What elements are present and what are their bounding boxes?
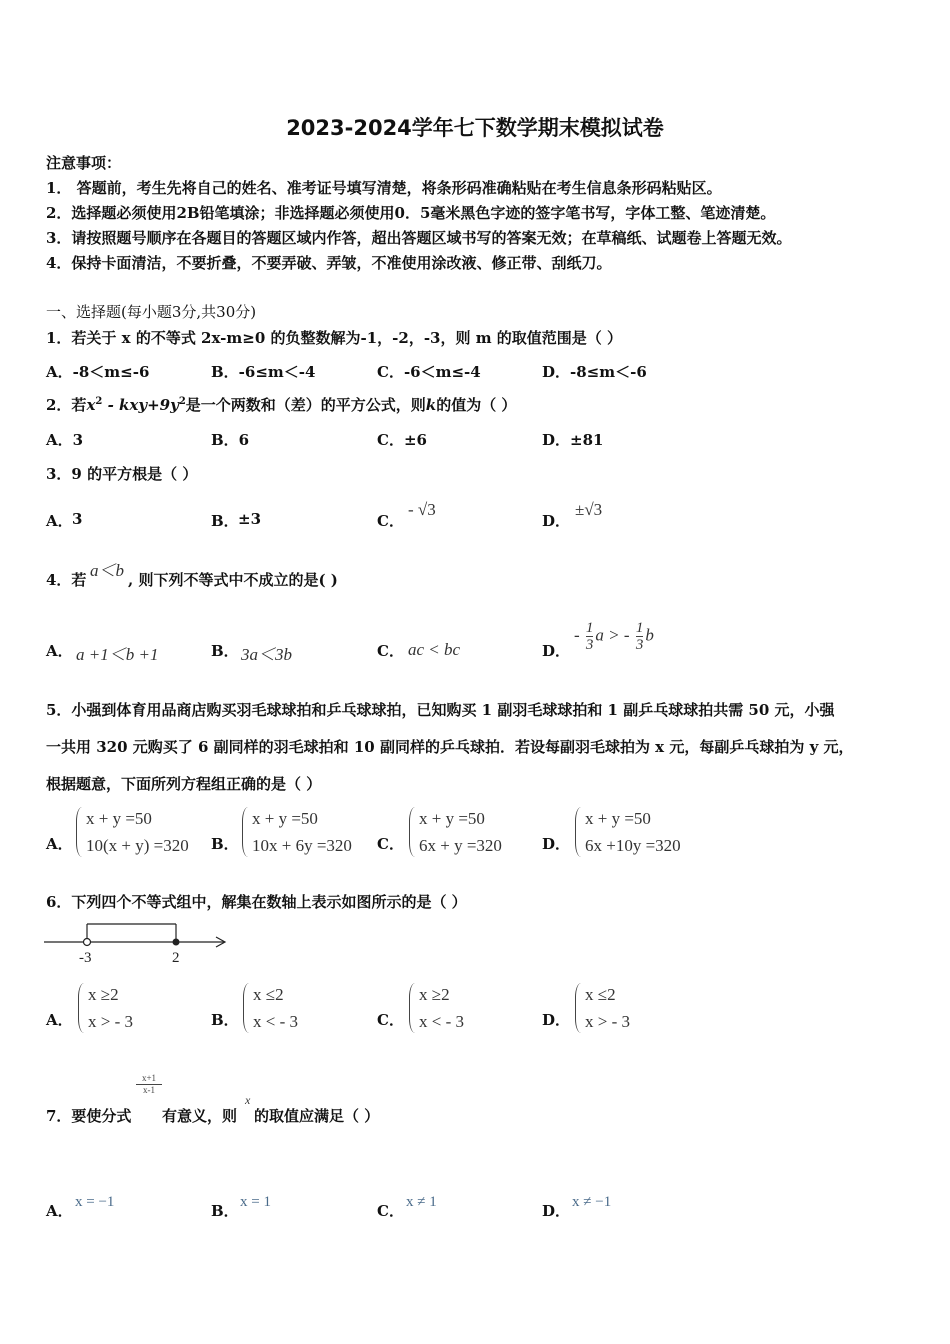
q1-option-d: D．-8≤m＜-6: [542, 363, 647, 381]
q4-label-a: A．: [46, 642, 73, 660]
q3-label-a: A．: [46, 512, 73, 530]
open-point-marker: [84, 939, 91, 946]
q2-option-a: A．3: [46, 431, 84, 449]
notice-item-2: 2．选择题必须使用2B铅笔填涂；非选择题必须使用0．5毫米黑色字迹的签字笔书写，字体工整、笔迹清楚。: [46, 204, 776, 222]
axis-label-minus-3: -3: [79, 950, 92, 966]
section-heading: 一、选择题(每小题3分,共30分): [46, 303, 257, 321]
axis-label-2: 2: [172, 950, 180, 966]
q2-option-b: B．6: [211, 431, 250, 449]
q4-option-b: 3a＜3b: [241, 645, 292, 664]
closed-point-marker: [173, 939, 180, 946]
q5-line-3: 根据题意，下面所列方程组正确的是（ ）: [46, 775, 322, 793]
q6-option-b: x ≤2 x < - 3: [243, 981, 298, 1035]
notice-item-1: 1． 答题前，考生先将自己的姓名、准考证号填写清楚，将条形码准确粘贴在考生信息条形码粘贴区。: [46, 179, 722, 197]
notice-heading: 注意事项：: [46, 154, 122, 172]
q6-option-a: x ≥2 x > - 3: [78, 981, 133, 1035]
q4-option-c: ac < bc: [408, 640, 461, 659]
q4-option-a: a +1＜b +1: [76, 645, 159, 664]
q5-label-c: C．: [377, 835, 404, 853]
q3-option-d: ±√3: [575, 500, 603, 519]
q4-post: , 则下列不等式中不成立的是( ): [128, 571, 338, 589]
q7-label-c: C．: [377, 1202, 404, 1220]
q6-stem: 6．下列四个不等式组中，解集在数轴上表示如图所示的是（ ）: [46, 893, 467, 911]
q6-label-b: B．: [211, 1011, 239, 1029]
q5-option-c: x + y =50 6x + y =320: [409, 805, 502, 859]
q1-option-c: C．-6＜m≤-4: [377, 363, 481, 381]
q4-pre: 4．若: [46, 571, 87, 589]
number-line-figure: [44, 918, 234, 966]
q4-condition: a＜b: [90, 561, 124, 580]
q7-mid: 有意义，则: [162, 1107, 238, 1125]
q3-stem: 3．9 的平方根是（ ）: [46, 465, 198, 483]
q4-label-b: B．: [211, 642, 239, 660]
q4-label-c: C．: [377, 642, 404, 660]
q6-label-d: D．: [542, 1011, 571, 1029]
q4-label-d: D．: [542, 642, 571, 660]
q7-variable: x: [245, 1093, 251, 1107]
notice-item-4: 4．保持卡面清洁，不要折叠，不要弄破、弄皱，不准使用涂改液、修正带、刮纸刀。: [46, 254, 612, 272]
q5-line-1: 5．小强到体育用品商店购买羽毛球球拍和乒乓球球拍，已知购买 1 副羽毛球球拍和 1 副乒乓球球拍共需 50 元，小强: [46, 701, 835, 719]
q2-stem: 2．若$x^2 - kxy+9y^2$是一个两数和（差）的平方公式，则k的值为（ ）: [46, 396, 517, 414]
q5-option-a: x + y =50 10(x + y) =320: [76, 805, 189, 859]
q5-label-a: A．: [46, 835, 73, 853]
q5-option-b: x + y =50 10x + 6y =320: [242, 805, 352, 859]
q3-label-d: D．: [542, 512, 571, 530]
q5-line-2: 一共用 320 元购买了 6 副同样的羽毛球拍和 10 副同样的乒乓球拍．若设每副羽毛球拍为 x 元，每副乒乓球拍为 y 元，: [46, 738, 854, 756]
q7-option-a: x = −1: [75, 1194, 115, 1210]
q3-option-a: 3: [72, 510, 83, 528]
q1-option-a: A．-8＜m≤-6: [46, 363, 150, 381]
q2-option-d: D．±81: [542, 431, 604, 449]
q6-option-c: x ≥2 x < - 3: [409, 981, 464, 1035]
q5-label-b: B．: [211, 835, 239, 853]
q3-label-c: C．: [377, 512, 404, 530]
q7-option-b: x = 1: [240, 1194, 271, 1210]
q7-option-c: x ≠ 1: [406, 1194, 437, 1210]
q7-post: 的取值应满足（ ）: [254, 1107, 380, 1125]
q1-option-b: B．-6≤m＜-4: [211, 363, 316, 381]
q7-label-b: B．: [211, 1202, 239, 1220]
q3-label-b: B．: [211, 512, 239, 530]
q7-label-a: A．: [46, 1202, 73, 1220]
q7-pre: 7．要使分式: [46, 1107, 132, 1125]
q5-label-d: D．: [542, 835, 571, 853]
q6-label-a: A．: [46, 1011, 73, 1029]
q3-option-b: ±3: [238, 510, 262, 528]
q7-label-d: D．: [542, 1202, 571, 1220]
q7-option-d: x ≠ −1: [572, 1194, 612, 1210]
q6-label-c: C．: [377, 1011, 404, 1029]
q1-stem: 1．若关于 x 的不等式 2x-m≥0 的负整数解为-1，-2，-3，则 m 的取值范围是（ ）: [46, 329, 623, 347]
q5-option-d: x + y =50 6x +10y =320: [575, 805, 681, 859]
q4-option-d: - $\frac{1}{3}$ a > - $\frac{1}{3}$ b: [574, 620, 654, 653]
q7-fraction: x+1 x-1: [136, 1073, 162, 1096]
page-title: 2023-2024学年七下数学期末模拟试卷: [286, 116, 664, 140]
notice-item-3: 3．请按照题号顺序在各题目的答题区域内作答，超出答题区域书写的答案无效；在草稿纸、试题卷上答题无效。: [46, 229, 792, 247]
q6-option-d: x ≤2 x > - 3: [575, 981, 630, 1035]
q3-option-c: - √3: [408, 500, 436, 519]
q2-option-c: C．±6: [377, 431, 427, 449]
